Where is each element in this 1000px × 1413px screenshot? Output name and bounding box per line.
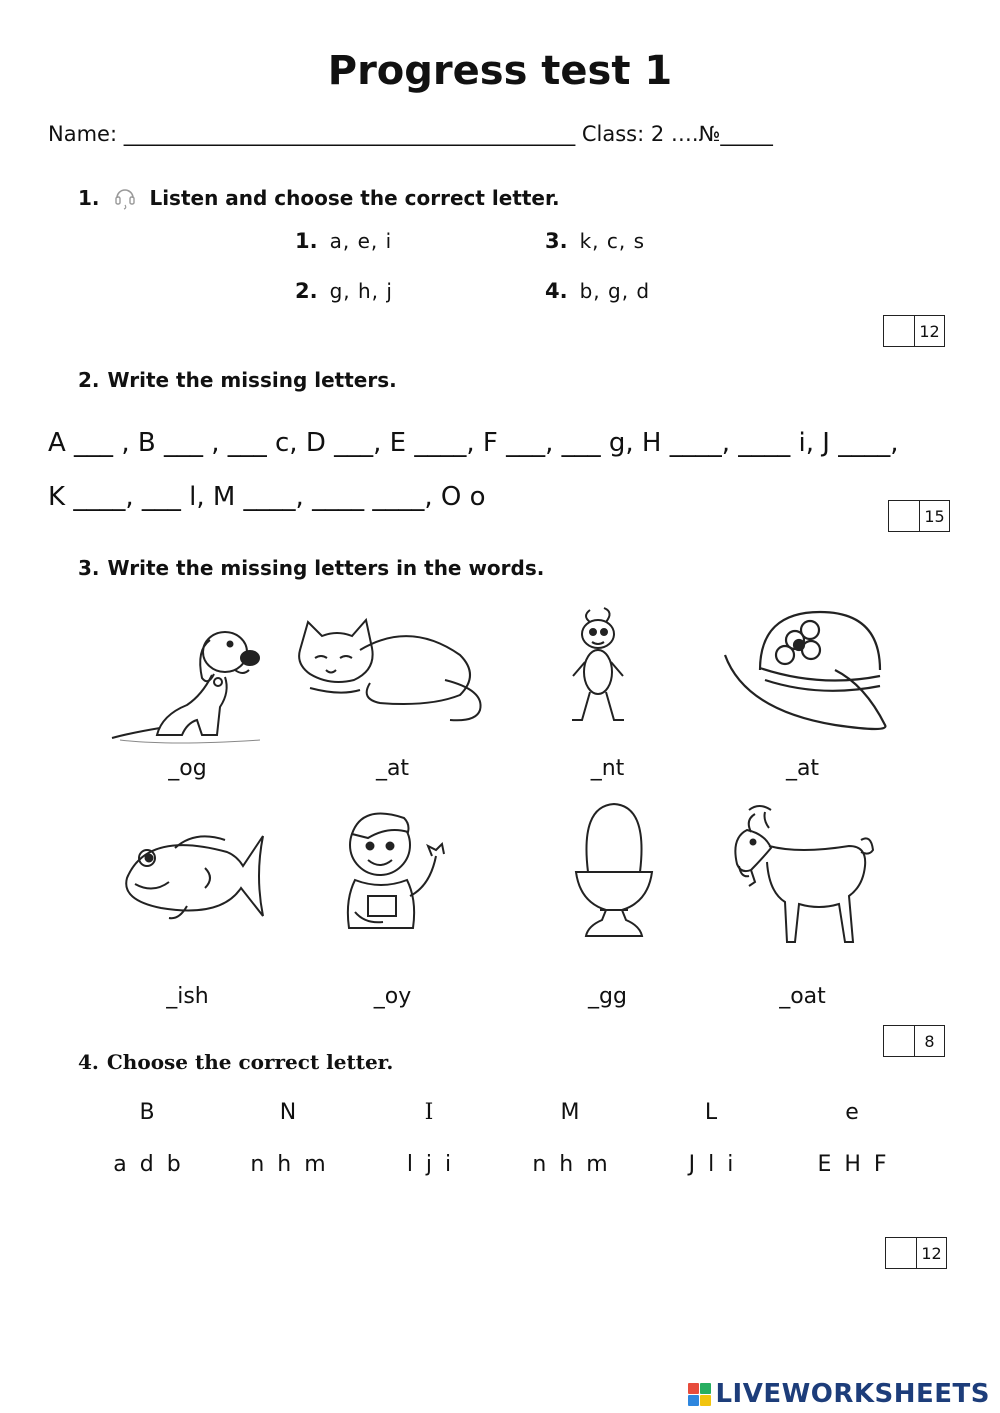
- q2-heading-text: Write the missing letters.: [107, 368, 397, 392]
- boy-icon: [320, 800, 495, 950]
- q4-upper-6: e: [845, 1100, 859, 1125]
- q1-heading: [78, 184, 560, 215]
- score-points: 8: [924, 1031, 935, 1051]
- logo-cell: [688, 1395, 699, 1406]
- score-points: 12: [919, 321, 940, 341]
- word-egg[interactable]: _gg: [588, 984, 627, 1009]
- q3-heading-text: Write the missing letters in the words.: [107, 556, 545, 580]
- q2-alphabet-line-2[interactable]: K ____, ___ l, M ____, ____ ____, O o: [48, 482, 486, 512]
- egg-icon: [540, 800, 715, 950]
- q4-number: 4.: [78, 1050, 99, 1074]
- q3-heading: [78, 556, 544, 580]
- logo-mark-icon: [688, 1383, 711, 1406]
- word-hat[interactable]: _at: [785, 756, 820, 781]
- q2-score-box: [888, 500, 950, 532]
- option-number: 4.: [545, 279, 568, 303]
- q4-choices-6[interactable]: E H F: [817, 1152, 887, 1177]
- option-letters: b, g, d: [579, 279, 651, 303]
- liveworksheets-logo: [688, 1379, 990, 1409]
- word-fish[interactable]: _ish: [166, 984, 209, 1009]
- q4-choices-2[interactable]: n h m: [250, 1152, 326, 1177]
- word-goat[interactable]: _oat: [779, 984, 826, 1009]
- score-input-cell[interactable]: [884, 1026, 915, 1056]
- q4-upper-5: L: [704, 1100, 718, 1125]
- q4-upper-2: N: [279, 1100, 297, 1125]
- q2-number: 2.: [78, 368, 100, 392]
- dog-icon: [100, 600, 275, 750]
- q1-option-3: [545, 229, 645, 253]
- cat-icon: [290, 600, 490, 750]
- headphones-icon: [114, 184, 136, 215]
- q1-option-1: [295, 229, 392, 253]
- page-title: Progress test 1: [327, 48, 673, 94]
- q4-score-box: [885, 1237, 947, 1269]
- q2-alphabet-line-1[interactable]: A ___ , B ___ , ___ c, D ___, E ____, F ___, ___ g, H ____, ____ i, J ____,: [48, 428, 899, 458]
- q1-score-box: [883, 315, 945, 347]
- q1-heading-text: Listen and choose the correct letter.: [149, 186, 560, 210]
- q3-number: 3.: [78, 556, 100, 580]
- option-number: 1.: [295, 229, 318, 253]
- option-number: 3.: [545, 229, 568, 253]
- q1-option-2: [295, 279, 393, 303]
- q4-choices-5[interactable]: J l i: [688, 1152, 734, 1177]
- logo-cell: [700, 1395, 711, 1406]
- q4-upper-1: B: [139, 1100, 155, 1125]
- logo-cell: [688, 1383, 699, 1394]
- option-number: 2.: [295, 279, 318, 303]
- score-points: 15: [924, 506, 945, 526]
- score-input-cell[interactable]: [889, 501, 920, 531]
- option-letters: g, h, j: [329, 279, 393, 303]
- fish-icon: [115, 818, 290, 968]
- q4-heading: [78, 1050, 393, 1074]
- q3-score-box: [883, 1025, 945, 1057]
- score-input-cell[interactable]: [886, 1238, 917, 1268]
- word-cat[interactable]: _at: [375, 756, 410, 781]
- q1-option-4: [545, 279, 650, 303]
- score-points: 12: [921, 1243, 942, 1263]
- q4-choices-1[interactable]: a d b: [113, 1152, 181, 1177]
- name-class-line: Name: ___________________________________________ Class: 2 ….№_____: [48, 122, 773, 146]
- q4-upper-4: M: [560, 1100, 580, 1125]
- q1-number: 1.: [78, 186, 100, 210]
- logo-cell: [700, 1383, 711, 1394]
- option-letters: k, c, s: [579, 229, 646, 253]
- q4-choices-4[interactable]: n h m: [532, 1152, 608, 1177]
- q2-heading: [78, 368, 397, 392]
- goat-icon: [725, 800, 885, 965]
- word-boy[interactable]: _oy: [373, 984, 412, 1009]
- word-dog[interactable]: _og: [168, 756, 207, 781]
- brand-text: LIVEWORKSHEETS: [715, 1379, 990, 1409]
- option-letters: a, e, i: [329, 229, 393, 253]
- score-input-cell[interactable]: [884, 316, 915, 346]
- q4-choices-3[interactable]: l j i: [406, 1152, 452, 1177]
- word-ant[interactable]: _nt: [590, 756, 625, 781]
- hat-icon: [715, 600, 895, 750]
- q4-upper-3: I: [424, 1100, 434, 1125]
- q4-heading-text: Choose the correct letter.: [106, 1050, 394, 1074]
- ant-icon: [530, 600, 705, 750]
